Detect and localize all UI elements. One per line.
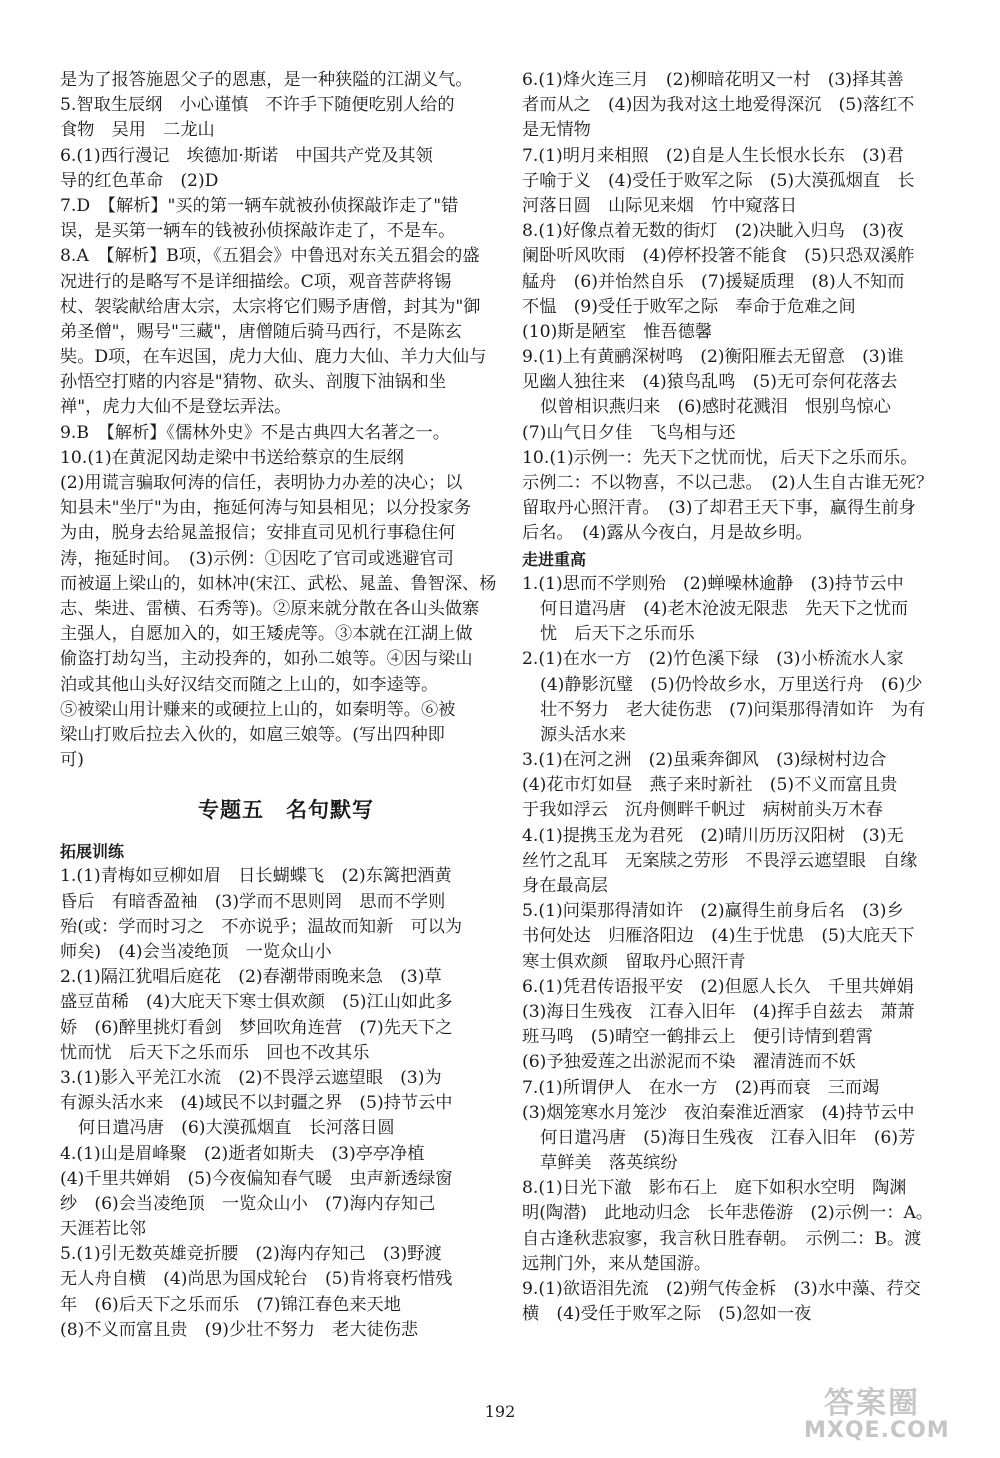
answer-line: (8)不义而富且贵 (9)少壮不努力 老大徒伤悲 (60, 1319, 419, 1340)
answer-line: (4)静影沉璧 (5)仍怜故乡水，万里送行舟 (6)少 (540, 674, 923, 695)
key-high-school-answers (522, 572, 974, 1328)
answer-line: 寒士俱欢颜 留取丹心照汗青 (522, 951, 746, 972)
answer-line: 有源头活水来 (4)域民不以封疆之界 (5)持节云中 (60, 1093, 453, 1114)
answer-line: 8.(1)日光下澈 影布石上 庭下如积水空明 陶渊 (522, 1178, 907, 1199)
answer-line: 而被逼上梁山的，如林冲(宋江、武松、晁盖、鲁智深、杨 (60, 573, 497, 594)
subsection-title-key-high-school: 走进重高 (522, 549, 587, 569)
answer-line: 丝竹之乱耳 无案牍之劳形 不畏浮云遮望眼 自缘 (522, 850, 918, 871)
answer-line: (7)山气日夕佳 飞鸟相与还 (522, 422, 736, 443)
answer-line: 9.B 【解析】《儒林外史》不是古典四大名著之一。 (60, 422, 450, 443)
answer-line: 3.(1)影入平羌江水流 (2)不畏浮云遮望眼 (3)为 (60, 1067, 442, 1088)
answer-line: 是为了报答施恩父子的恩惠，是一种狭隘的江湖义气。 (60, 70, 473, 90)
answer-line: 况进行的是略写不是详细描绘。C项，观音菩萨将锡 (60, 271, 452, 292)
watermark-logo-text: 答案圈 (824, 1386, 920, 1421)
answer-line: 弟圣僧"，赐号"三藏"，唐僧随后骑马西行，不是陈玄 (60, 321, 462, 342)
answer-line: (3)烟笼寒水月笼沙 夜泊秦淮近酒家 (4)持节云中 (522, 1102, 915, 1123)
answer-line: 河落日圆 山际见来烟 竹中窥落日 (522, 195, 798, 216)
watermark-logo (804, 1378, 974, 1448)
answer-line: 书何处达 归雁洛阳边 (4)生于忧患 (5)大庇天下 (522, 926, 915, 947)
answer-line: 知县未"坐厅"为由，拖延何涛与知县相见；以分投家务 (60, 498, 472, 519)
answer-line: 9.(1)上有黄鹂深树鸣 (2)衡阳雁去无留意 (3)谁 (522, 347, 904, 368)
answer-line: 班马鸣 (5)晴空一鹤排云上 便引诗情到碧霄 (522, 1027, 873, 1048)
answer-line: (4)花市灯如昼 燕子来时新社 (5)不义而富且贵 (522, 775, 898, 796)
answer-line: 偷盗打劫勾当，主动投奔的，如孙二娘等。④因与梁山 (60, 649, 473, 670)
answer-line: 子喻于义 (4)受任于败军之际 (5)大漠孤烟直 长 (522, 170, 915, 191)
answer-line: 阑卧听风吹雨 (4)停杯投箸不能食 (5)只恐双溪舴 (522, 246, 915, 267)
answer-line: 于我如浮云 沉舟侧畔千帆过 病树前头万木春 (522, 800, 883, 821)
answer-line: 身在最高层 (522, 876, 608, 896)
answer-line: 2.(1)在水一方 (2)竹色溪下绿 (3)小桥流水人家 (522, 649, 904, 670)
subsection-title-extension-training: 拓展训练 (60, 842, 125, 862)
answer-line: 5.(1)引无数英雄竞折腰 (2)海内存知己 (3)野渡 (60, 1244, 442, 1265)
answer-line: 艋舟 (6)并怡然自乐 (7)援疑质理 (8)人不知而 (522, 271, 905, 292)
answer-line: 6.(1)烽火连三月 (2)柳暗花明又一村 (3)择其善 (522, 70, 904, 90)
answer-line: (3)海日生残夜 江春入旧年 (4)挥手自兹去 萧萧 (522, 1001, 915, 1022)
answer-line: 壮不努力 老大徒伤悲 (7)问渠那得清如许 为有 (540, 699, 926, 720)
answer-line: 泊或其他山头好汉结交而随之上山的，如李逵等。 (60, 674, 439, 695)
right-column (522, 68, 974, 1327)
answer-line: 1.(1)思而不学则殆 (2)蝉噪林逾静 (3)持节云中 (522, 573, 904, 594)
answer-line: (4)千里共婵娟 (5)今夜偏知春气暖 虫声新透绿窗 (60, 1168, 453, 1189)
answer-line: 10.(1)在黄泥冈劫走梁中书送给蔡京的生辰纲 (60, 447, 404, 468)
answer-line: 孙悟空打赌的内容是"猜物、砍头、剖腹下油锅和坐 (60, 372, 447, 393)
answer-line: 志、柴进、雷横、石秀等)。②原来就分散在各山头做寨 (60, 598, 480, 619)
answer-line: 6.(1)西行漫记 埃德加·斯诺 中国共产党及其领 (60, 145, 433, 166)
answer-line: 7.D 【解析】"买的第一辆车就被孙侦探敲诈走了"错 (60, 195, 459, 216)
answer-line: 9.(1)欲语泪先流 (2)朔气传金柝 (3)水中藻、荇交 (522, 1279, 921, 1299)
answer-line: 4.(1)提携玉龙为君死 (2)晴川历历汉阳树 (3)无 (522, 825, 904, 846)
answer-line: 主强人，自愿加入的，如王矮虎等。③本就在江湖上做 (60, 624, 473, 645)
answer-line: 远荆门外，来从楚国游。 (522, 1253, 712, 1274)
left-answers-continued (60, 68, 512, 773)
answer-line: 2.(1)隔江犹唱后庭花 (2)春潮带雨晚来急 (3)草 (60, 967, 442, 988)
answer-line: 娇 (6)醉里挑灯看剑 梦回吹角连营 (7)先天下之 (60, 1017, 453, 1038)
section-title: 专题五 名句默写 (198, 797, 374, 823)
answer-line: 食物 吴用 二龙山 (60, 120, 215, 141)
answer-line: 年 (6)后天下之乐而乐 (7)锦江春色来天地 (60, 1294, 401, 1315)
answer-line: 师矣) (4)会当凌绝顶 一览众山小 (60, 942, 332, 962)
left-column (60, 68, 512, 1343)
answer-line: 见幽人独往来 (4)猿鸟乱鸣 (5)无可奈何花落去 (522, 372, 898, 393)
answer-line: 忧 后天下之乐而乐 (540, 624, 695, 645)
answer-line: 天涯若比邻 (60, 1219, 146, 1240)
answer-line: 昏后 有暗香盈袖 (3)学而不思则罔 思而不学则 (60, 891, 446, 912)
answer-line: 纱 (6)会当凌绝顶 一览众山小 (7)海内存知己 (60, 1193, 436, 1214)
answer-line: 是无情物 (522, 120, 591, 141)
answer-line: 8.A 【解析】B项，《五猖会》中鲁迅对东关五猖会的盛 (60, 246, 480, 267)
answer-line: 7.(1)明月来相照 (2)自是人生长恨水长东 (3)君 (522, 145, 904, 166)
answer-line: ⑤被梁山用计赚来的或硬拉上山的，如秦明等。⑥被 (60, 699, 456, 720)
answer-line: 5.(1)问渠那得清如许 (2)赢得生前身后名 (3)乡 (522, 901, 904, 922)
answer-line: 横 (4)受任于败军之际 (5)忽如一夜 (522, 1304, 812, 1325)
answer-line: 何日遣冯唐 (5)海日生残夜 江春入旧年 (6)芳 (540, 1127, 916, 1148)
answer-line: 为由，脱身去给晁盖报信；安排直司见机行事稳住何 (60, 523, 456, 544)
answer-line: 3.(1)在河之洲 (2)虽乘奔御风 (3)绿树村边合 (522, 750, 887, 771)
answer-line: (2)用谎言骗取何涛的信任，表明协力办差的决心；以 (60, 473, 463, 493)
answer-line: 草鲜美 落英缤纷 (540, 1153, 678, 1174)
answer-line: 奘。D项，在车迟国，虎力大仙、鹿力大仙、羊力大仙与 (60, 347, 487, 368)
answer-line: 示例二：不以物喜，不以己悲。 (2)人生自古谁无死？ (522, 473, 934, 493)
answer-line: 源头活水来 (540, 724, 626, 745)
answer-line: 5.智取生辰纲 小心谨慎 不许手下随便吃别人给的 (60, 95, 455, 116)
answer-line: (6)予独爱莲之出淤泥而不染 濯清涟而不妖 (522, 1052, 856, 1073)
answer-line: 6.(1)凭君传语报平安 (2)但愿人长久 千里共婵娟 (522, 976, 914, 997)
answer-line: 禅"，虎力大仙不是登坛弄法。 (60, 397, 292, 418)
answer-line: 梁山打败后拉去入伙的，如扈三娘等。(写出四种即 (60, 724, 445, 745)
answer-line: 者而从之 (4)因为我对这土地爱得深沉 (5)落红不 (522, 95, 915, 116)
answer-line: 8.(1)好像点着无数的街灯 (2)决眦入归鸟 (3)夜 (522, 221, 904, 242)
answer-line: 可) (60, 750, 84, 771)
answer-line: 杖、袈裟献给唐太宗，太宗将它们赐予唐僧，封其为"御 (60, 296, 481, 317)
answer-line: 1.(1)青梅如豆柳如眉 日长蝴蝶飞 (2)东篱把酒黄 (60, 866, 452, 887)
answer-line: 自古逢秋悲寂寥，我言秋日胜春朝。 示例二：B。渡 (522, 1228, 922, 1249)
answer-line: 后名。 (4)露从今夜白，月是故乡明。 (522, 523, 813, 544)
answer-line: 导的红色革命 (2)D (60, 170, 219, 191)
answer-line: 4.(1)山是眉峰聚 (2)逝者如斯夫 (3)亭亭净植 (60, 1143, 425, 1164)
answer-line: (10)斯是陋室 惟吾德馨 (522, 321, 712, 342)
answer-line: 盛豆苗稀 (4)大庇天下寒士俱欢颜 (5)江山如此多 (60, 992, 453, 1013)
answer-line: 10.(1)示例一：先天下之忧而忧，后天下之乐而乐。 (522, 447, 918, 468)
extension-training-answers (60, 864, 512, 1343)
answer-line: 不愠 (9)受任于败军之际 奉命于危难之间 (522, 296, 856, 317)
answer-line: 何日遣冯唐 (6)大漠孤烟直 长河落日圆 (78, 1118, 395, 1139)
answer-line: 7.(1)所谓伊人 在水一方 (2)再而衰 三而竭 (522, 1077, 880, 1098)
answer-line: 似曾相识燕归来 (6)感时花溅泪 恨别鸟惊心 (540, 397, 891, 418)
answer-line: 涛，拖延时间。 (3)示例：①因吃了官司或逃避官司 (60, 548, 454, 569)
watermark-url: MXQE.COM (804, 1418, 950, 1443)
answer-line: 误，是买第一辆车的钱被孙侦探敲诈走了，不是车。 (60, 221, 456, 242)
answer-line: 殆(或：学而时习之 不亦说乎；温故而知新 可以为 (60, 916, 463, 937)
answer-line: 无人舟自横 (4)尚思为国戍轮台 (5)肯将衰朽惜残 (60, 1269, 453, 1290)
answer-line: 留取丹心照汗青。 (3)了却君王天下事，赢得生前身 (522, 498, 916, 519)
answer-line: 忧而忧 后天下之乐而乐 回也不改其乐 (60, 1042, 370, 1063)
right-answers-continued (522, 68, 974, 547)
page-number: 192 (484, 1402, 516, 1421)
answer-line: 何日遣冯唐 (4)老木沧波无限悲 先天下之忧而 (540, 598, 909, 619)
answer-line: 明(陶潜) 此地动归念 长年悲倦游 (2)示例一：A。 (522, 1203, 934, 1224)
